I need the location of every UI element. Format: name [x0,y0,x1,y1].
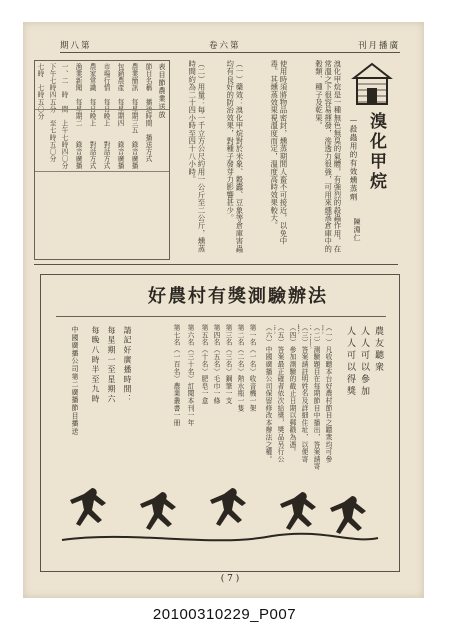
article-subtitle: —殺蟲用的有效燻蒸劑 [349,115,358,202]
article-author: 陳淵仁 [353,218,361,242]
prize-item: 第一名（一名）收音機一架 [248,324,256,412]
article-paragraph: 使用時須將物品密封，燻蒸期間人畜不可接近，以免中毒。其燻蒸效果視溫度而定，溫度高時效果較大。 [269,60,288,245]
table-column: 一、二 時 間 上午七時四〇分 [60,63,68,170]
announcement-poem-line: 農友聽衆 [373,326,383,374]
article-paragraph: 溴化甲烷是一種無色無臭的氣體，有強烈的殺蟲作用，在常溫之下很容易揮發，滲透力很強，可用來燻蒸倉庫中的穀類、種子及乾果。 [314,60,342,253]
announcement-rule-item: （五）答案最正確者依次給奬，奬品另行公 [276,324,284,463]
prize-item: 第三名（三名）鋼筆一支 [224,324,232,405]
announcement-rule-item: （一）凡收聽本台好農村節目之聽衆均可參 [324,324,332,463]
table-column: 農業簡訊 每星期三五 錄音廣播 [130,63,138,170]
table-column: 農家常識 每日晚上 對話方式 [88,63,96,170]
running-header [60,38,400,53]
header-volume: 卷六第 [208,41,241,51]
announcement-rule [56,316,386,317]
table-column: 包銷農產 每星期四 錄音廣播 [116,63,124,170]
table-column: 漁業新聞 每星期二 錄音廣播 [74,63,82,170]
announcement-title: 好農村有獎測驗辦法 [148,286,328,307]
prize-item: 第二名（二名）熱水瓶一隻 [236,324,244,412]
table-title: 表目節農業送放 [158,63,166,119]
broadcast-notice-line: 每星期一至星期六 [107,326,116,405]
announcement-rule-item: （三）答案請註明姓名及詳細住址，以便寄 [300,324,308,463]
prize-item: 第七名（一百名）農業叢書一冊 [172,324,180,427]
prize-item: 第五名（十名）肥皂一盒 [200,324,208,405]
broadcast-notice-line: 請記好廣播時間： [123,326,132,405]
article-paragraph: （一）藥效：溴化甲烷對於米象、穀蠹、豆象等倉庫害蟲均有良好的防治效果，對種子發芽力影響甚少。 [225,60,244,253]
announcement-poem-line: 人人可以參加 [359,326,369,398]
announcement-poem-line: 人人可以得獎 [345,326,355,398]
archive-caption: 20100310229_P007 [152,606,297,623]
section-divider [34,264,398,265]
prize-item: 第四名（五名）毛巾一條 [212,324,220,405]
table-column: 市場行情 每日晚上 對話方式 [102,63,110,170]
table-rule [35,109,169,110]
page-number: ( 7 ) [220,574,240,584]
table-column: 節目名稱 播送時間 播送方式 [144,63,152,163]
announcement-rule-item: （六）中國廣播公司保留修改本辦法之權。 [264,324,272,463]
broadcast-notice-line: 中國廣播公司第二廣播節目播送 [70,326,78,436]
fumigation-house-icon [350,60,394,108]
article-title: 溴化甲烷 [366,112,386,192]
header-publication: 刊月播廣 [357,41,400,51]
program-schedule-table [34,60,170,260]
table-column: 下午七時四五分 至七時五〇分 [48,63,56,163]
prize-item: 第六名（三十名）訂閱本刊一年 [186,324,194,427]
table-column: 七時 七時五〇分 [36,63,44,120]
running-figures-illustration [52,478,386,552]
announcement-rule-item: （四）參加測驗的截止日期以郵戳為憑。 [288,324,296,456]
broadcast-notice-line: 每晚八時半至九時 [91,326,100,405]
table-rule [35,171,169,172]
header-issue: 期八第 [60,41,92,51]
article-paragraph: （二）用量：每一千立方公尺約用一公斤至二公斤，燻蒸時間約為二十四小時至四十八小時。 [187,60,206,253]
announcement-rule-item: （二）測驗題目在每期節目中播出，答案請寄 [312,324,320,470]
